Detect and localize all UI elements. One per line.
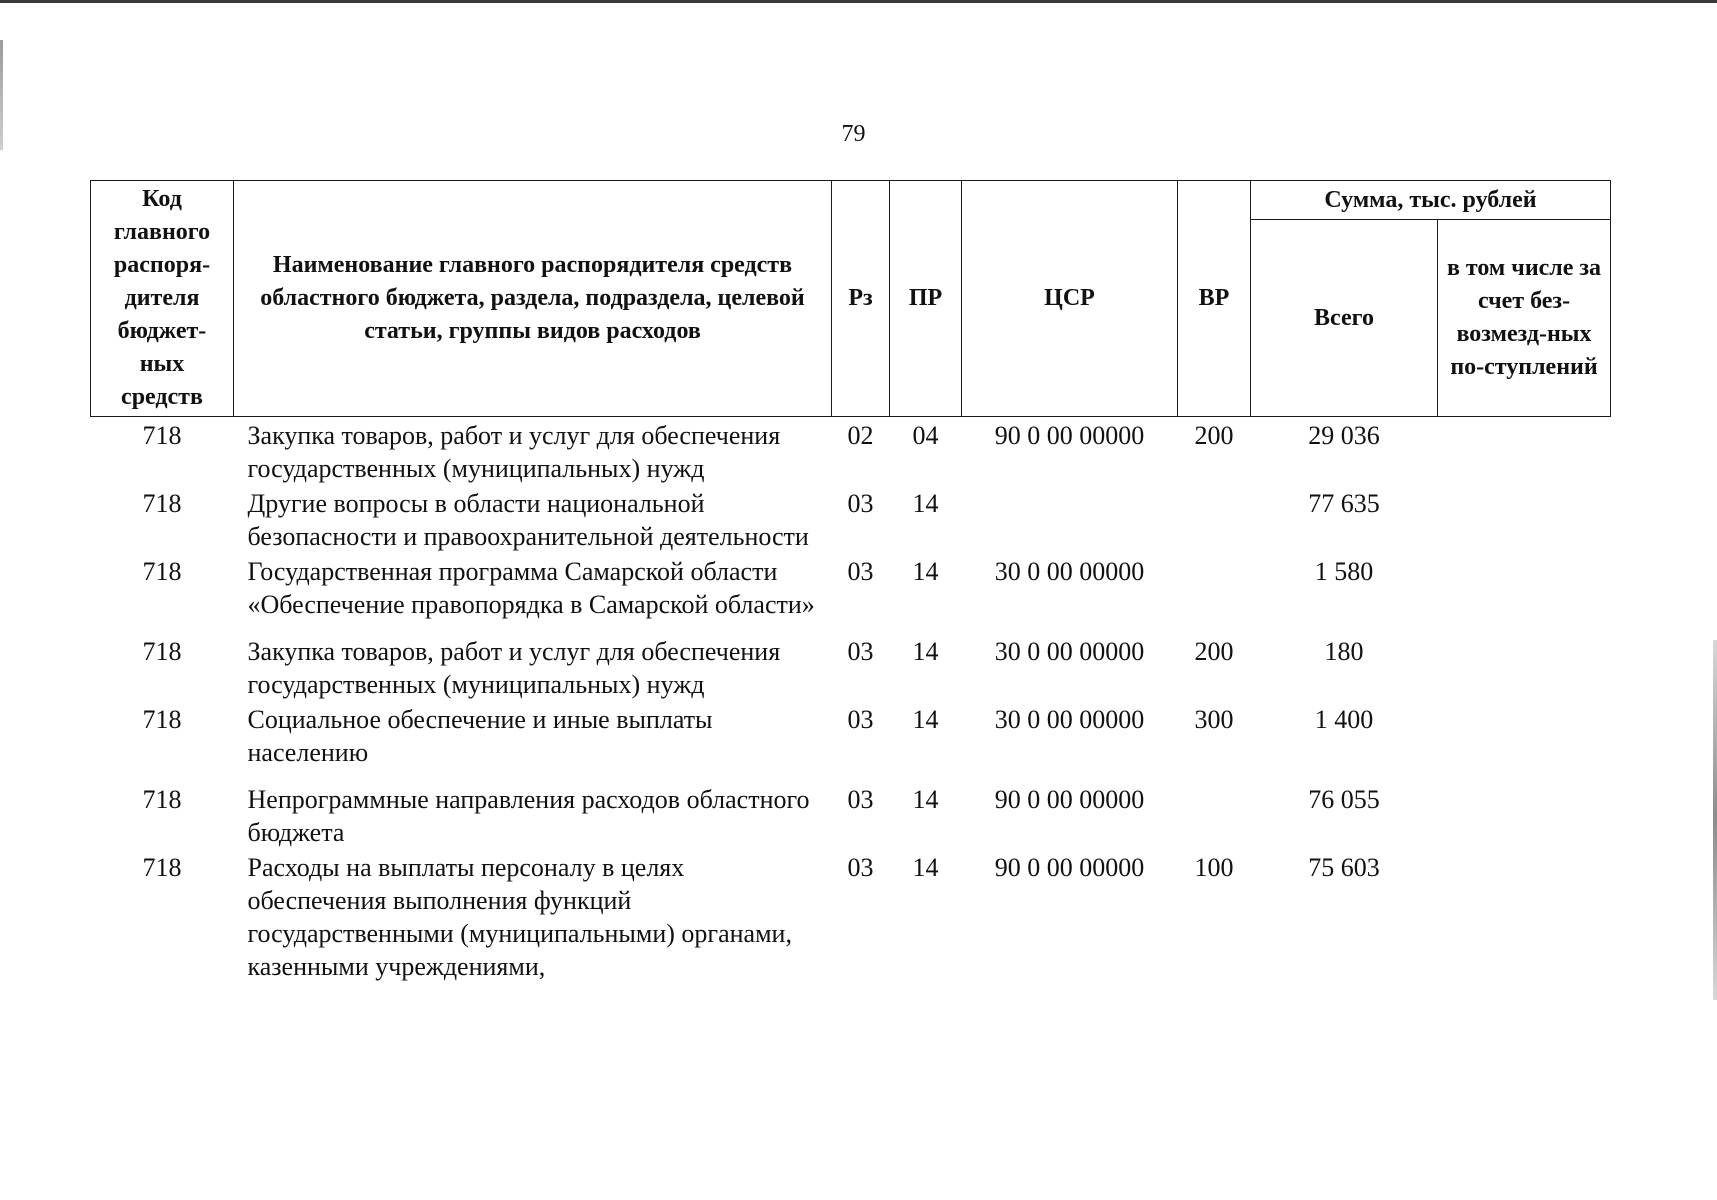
cell-pr: 14 <box>912 637 939 666</box>
cell-rz: 03 <box>847 557 874 586</box>
cell-csr: 30 0 00 00000 <box>994 705 1145 734</box>
cell-rz: 03 <box>847 705 874 734</box>
cell-name: Другие вопросы в области национальной безопасности и правоохранительной деятельности <box>247 489 809 551</box>
cell-rz: 03 <box>847 489 874 518</box>
table-row <box>91 553 1611 633</box>
cell-csr: 90 0 00 00000 <box>994 785 1145 814</box>
table-row <box>91 701 1611 781</box>
budget-table <box>90 180 1611 983</box>
cell-vr <box>1178 553 1251 633</box>
cell-total: 1 580 <box>1314 557 1374 586</box>
header-sum-group: Сумма, тыс. рублей <box>1251 181 1611 220</box>
cell-pr: 14 <box>912 705 939 734</box>
cell-free <box>1438 781 1611 849</box>
cell-pr: 14 <box>912 489 939 518</box>
table-body <box>91 417 1611 984</box>
page-number <box>0 121 1717 148</box>
cell-vr: 200 <box>1194 421 1234 450</box>
cell-name: Закупка товаров, работ и услуг для обеспечения государственных (муниципальных) нужд <box>247 421 781 483</box>
table-row <box>91 633 1611 701</box>
cell-total: 180 <box>1324 637 1364 666</box>
cell-pr: 14 <box>912 853 939 882</box>
cell-csr: 30 0 00 00000 <box>994 557 1145 586</box>
cell-name: Государственная программа Самарской области «Обеспечение правопорядка в Самарской области» <box>247 557 815 619</box>
cell-code: 718 <box>142 489 182 518</box>
header-rz: Рз <box>832 181 890 417</box>
cell-total: 75 603 <box>1308 853 1380 882</box>
header-code: Код главного распоря-дителя бюджет-ных средств <box>91 181 234 417</box>
cell-free <box>1438 553 1611 633</box>
table-row <box>91 417 1611 486</box>
cell-vr: 300 <box>1194 705 1234 734</box>
cell-rz: 03 <box>847 785 874 814</box>
cell-pr: 14 <box>912 785 939 814</box>
cell-total: 76 055 <box>1308 785 1380 814</box>
cell-free <box>1438 417 1611 486</box>
cell-vr: 100 <box>1194 853 1234 882</box>
cell-name: Закупка товаров, работ и услуг для обеспечения государственных (муниципальных) нужд <box>247 637 781 699</box>
cell-total: 1 400 <box>1314 705 1374 734</box>
cell-free <box>1438 849 1611 983</box>
cell-rz: 03 <box>847 853 874 882</box>
cell-vr: 200 <box>1194 637 1234 666</box>
cell-code: 718 <box>142 557 182 586</box>
table-row <box>91 849 1611 983</box>
cell-total: 29 036 <box>1308 421 1380 450</box>
table-header <box>91 181 1611 417</box>
cell-free <box>1438 701 1611 781</box>
cell-pr: 14 <box>912 557 939 586</box>
cell-csr: 30 0 00 00000 <box>994 637 1145 666</box>
cell-csr: 90 0 00 00000 <box>994 421 1145 450</box>
cell-csr: 90 0 00 00000 <box>994 853 1145 882</box>
table-row <box>91 485 1611 553</box>
cell-rz: 02 <box>847 421 874 450</box>
cell-code: 718 <box>142 421 182 450</box>
header-csr: ЦСР <box>962 181 1178 417</box>
cell-code: 718 <box>142 705 182 734</box>
cell-code: 718 <box>142 853 182 882</box>
header-vr: ВР <box>1178 181 1251 417</box>
scan-right-edge <box>1713 640 1717 1000</box>
cell-rz: 03 <box>847 637 874 666</box>
header-free: в том числе за счет без-возмезд-ных по-ступлений <box>1438 220 1611 417</box>
cell-vr <box>1178 781 1251 849</box>
cell-pr: 04 <box>912 421 939 450</box>
cell-free <box>1438 485 1611 553</box>
cell-name: Непрограммные направления расходов областного бюджета <box>247 785 810 847</box>
cell-free <box>1438 633 1611 701</box>
cell-code: 718 <box>142 785 182 814</box>
cell-name: Расходы на выплаты персоналу в целях обеспечения выполнения функций государственными (муниципальными) органами, казенными учреждениями, <box>247 853 792 981</box>
table-row <box>91 781 1611 849</box>
cell-vr <box>1178 485 1251 553</box>
page-number-text: 79 <box>841 121 866 147</box>
cell-total: 77 635 <box>1308 489 1380 518</box>
header-name: Наименование главного распорядителя средств областного бюджета, раздела, подраздела, целевой статьи, группы видов расходов <box>234 181 832 417</box>
scan-top-edge <box>0 0 1717 3</box>
cell-code: 718 <box>142 637 182 666</box>
cell-csr <box>962 485 1178 553</box>
header-total: Всего <box>1251 220 1438 417</box>
header-pr: ПР <box>890 181 962 417</box>
cell-name: Социальное обеспечение и иные выплаты населению <box>247 705 713 767</box>
